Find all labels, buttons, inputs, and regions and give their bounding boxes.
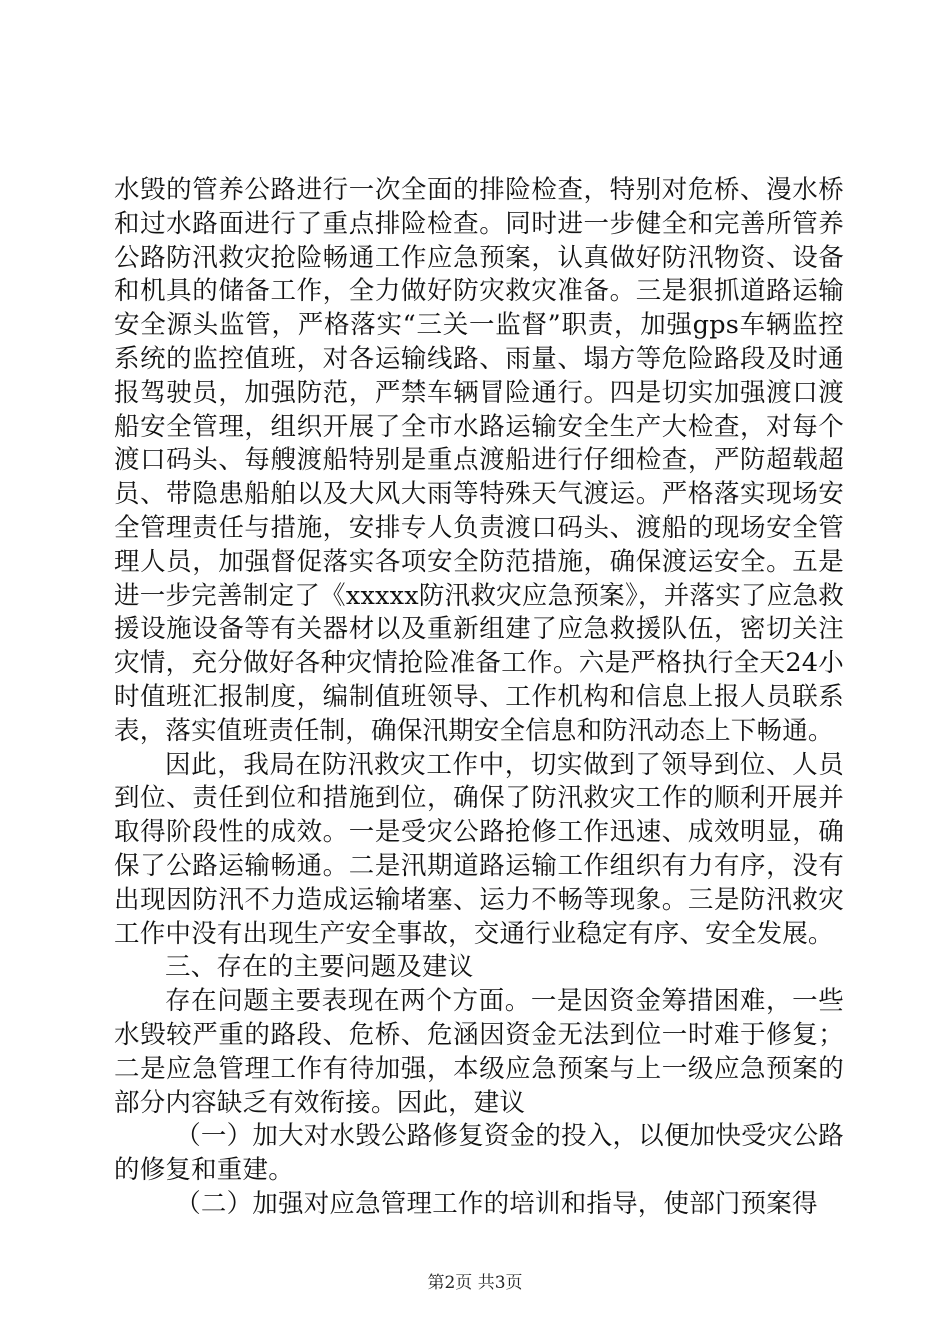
document-body bbox=[114, 174, 844, 1222]
page-footer-page-number: 第2页 共3页 bbox=[427, 1273, 523, 1293]
body-paragraph-problems: 存在问题主要表现在两个方面。一是因资金筹措困难，一些水毁较严重的路段、危桥、危涵因资金无法到位一时难于修复；二是应急管理工作有待加强，本级应急预案与上一级应急预案的部分内容缺乏有效衔接。因此，建议 bbox=[114, 986, 844, 1118]
section-heading-problems: 三、存在的主要问题及建议 bbox=[165, 952, 474, 983]
body-paragraph-continuation: 水毁的管养公路进行一次全面的排险检查，特别对危桥、漫水桥和过水路面进行了重点排险检查。同时进一步健全和完善所管养公路防汛救灾抢险畅通工作应急预案，认真做好防汛物资、设备和机具的储备工作，全力做好防灾救灾准备。三是狠抓道路运输安全源头监管，严格落实“三关一监督”职责，加强gps车辆监控系统的监控值班，对各运输线路、雨量、塌方等危险路段及时通报驾驶员，加强防范，严禁车辆冒险通行。四是切实加强渡口渡船安全管理，组织开展了全市水路运输安全生产大检查，对每个渡口码头、每艘渡船特别是重点渡船进行仔细检查，严防超载超员、带隐患船舶以及大风大雨等特殊天气渡运。严格落实现场安全管理责任与措施，安排专人负责渡口码头、渡船的现场安全管理人员，加强督促落实各项安全防范措施，确保渡运安全。五是进一步完善制定了《xxxxx防汛救灾应急预案》，并落实了应急救援设施设备等有关器材以及重新组建了应急救援队伍，密切关注灾情，充分做好各种灾情抢险准备工作。六是严格执行全天24小时值班汇报制度，编制值班领导、工作机构和信息上报人员联系表，落实值班责任制，确保汛期安全信息和防汛动态上下畅通。 bbox=[114, 175, 844, 746]
body-paragraph-summary: 因此，我局在防汛救灾工作中，切实做到了领导到位、人员到位、责任到位和措施到位，确保了防汛救灾工作的顺利开展并取得阶段性的成效。一是受灾公路抢修工作迅速、成效明显，确保了公路运输畅通。二是汛期道路运输工作组织有力有序，没有出现因防汛不力造成运输堵塞、运力不畅等现象。三是防汛救灾工作中没有出现生产安全事故，交通行业稳定有序、安全发展。 bbox=[114, 749, 844, 949]
suggestion-item-1: （一）加大对水毁公路修复资金的投入，以便加快受灾公路的修复和重建。 bbox=[114, 1121, 844, 1186]
suggestion-item-2: （二）加强对应急管理工作的培训和指导，使部门预案得 bbox=[175, 1188, 818, 1219]
